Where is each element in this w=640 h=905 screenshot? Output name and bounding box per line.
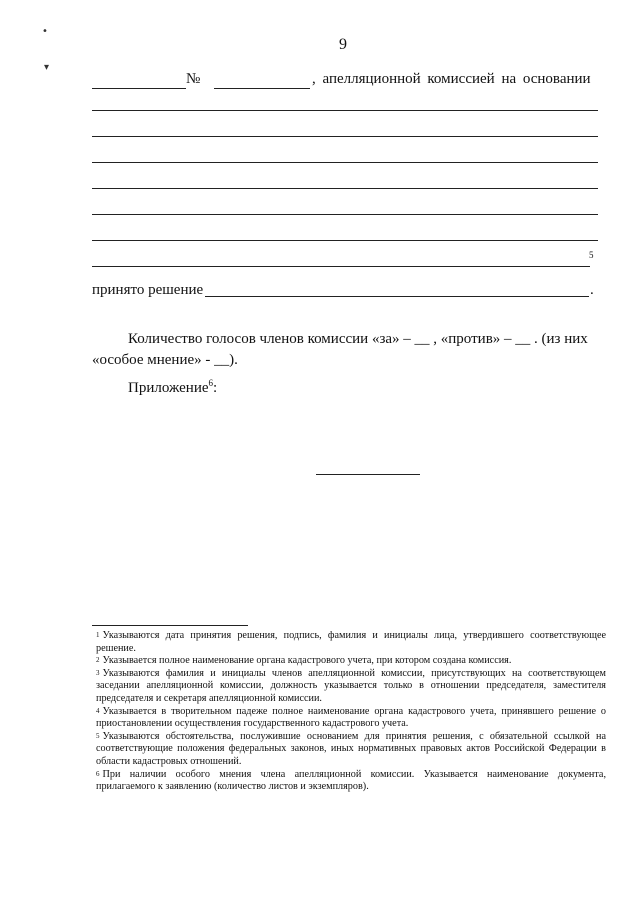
footnote: $^4$ Указывается в творительном падеже полное наименование органа кадастрового учета, принявшего решение о приостановлении осуществления государственного кадастрового учета.: [96, 705, 606, 730]
blank-line: [92, 110, 598, 111]
appendix-end: :: [213, 380, 218, 396]
footnote: $^1$ Указываются дата принятия решения, подпись, фамилия и инициалы лица, утвердившего соответствующее решение.: [96, 630, 606, 654]
footnote: $^3$ Указываются фамилия и инициалы членов апелляционной комиссии, присутствующих на соответствующем заседании апелляционной комиссии, должность указывается только в отношении председателя, заместителя председателя и секретаря апелляционной комиссии.: [96, 667, 606, 704]
footnote: $^5$ Указываются обстоятельства, послужившие основанием для принятия решения, с обязательной ссылкой на соответствующие положения федеральных законов, иных нормативных правовых актов Российской Федерации в области кадастровых отношений.: [96, 730, 606, 767]
blank-line-date: [92, 88, 186, 89]
footnote: $^2$ Указывается полное наименование органа кадастрового учета, при котором создана комиссия.: [96, 655, 512, 667]
blank-line: [92, 240, 598, 241]
blank-line: [92, 162, 598, 163]
decision-label: принято решение: [92, 282, 204, 298]
footnote-separator: [92, 625, 248, 626]
votes-line-1: Количество голосов членов комиссии «за» – __ , «против» – __ . (из них: [128, 331, 588, 347]
appendix-text: Приложение: [128, 380, 209, 396]
appendix-label: [128, 378, 217, 397]
decision-end: .: [590, 282, 594, 298]
blank-line: [92, 214, 598, 215]
footnote-ref-5: 5: [589, 250, 594, 260]
votes-line-2: «особое мнение» - __).: [92, 352, 238, 368]
blank-line-decision: [205, 296, 589, 297]
row1-text: , апелляционной комиссией на основании: [312, 71, 591, 87]
appendix-ref: 6: [208, 378, 214, 388]
footnote: $^6$ При наличии особого мнения члена апелляционной комиссии. Указывается наименование документа, прилагаемого к заявлению (количество листов и экземпляров).: [96, 768, 606, 793]
footnotes: [96, 630, 606, 794]
signature-line: [316, 474, 420, 475]
page-number: 9: [339, 36, 347, 53]
scan-mark-arrow: ▾: [44, 62, 50, 73]
blank-line: [92, 136, 598, 137]
scan-mark-dot: •: [42, 26, 48, 37]
blank-line: [92, 266, 590, 267]
number-sign: №: [186, 71, 201, 87]
blank-line-number: [214, 88, 310, 89]
blank-line: [92, 188, 598, 189]
